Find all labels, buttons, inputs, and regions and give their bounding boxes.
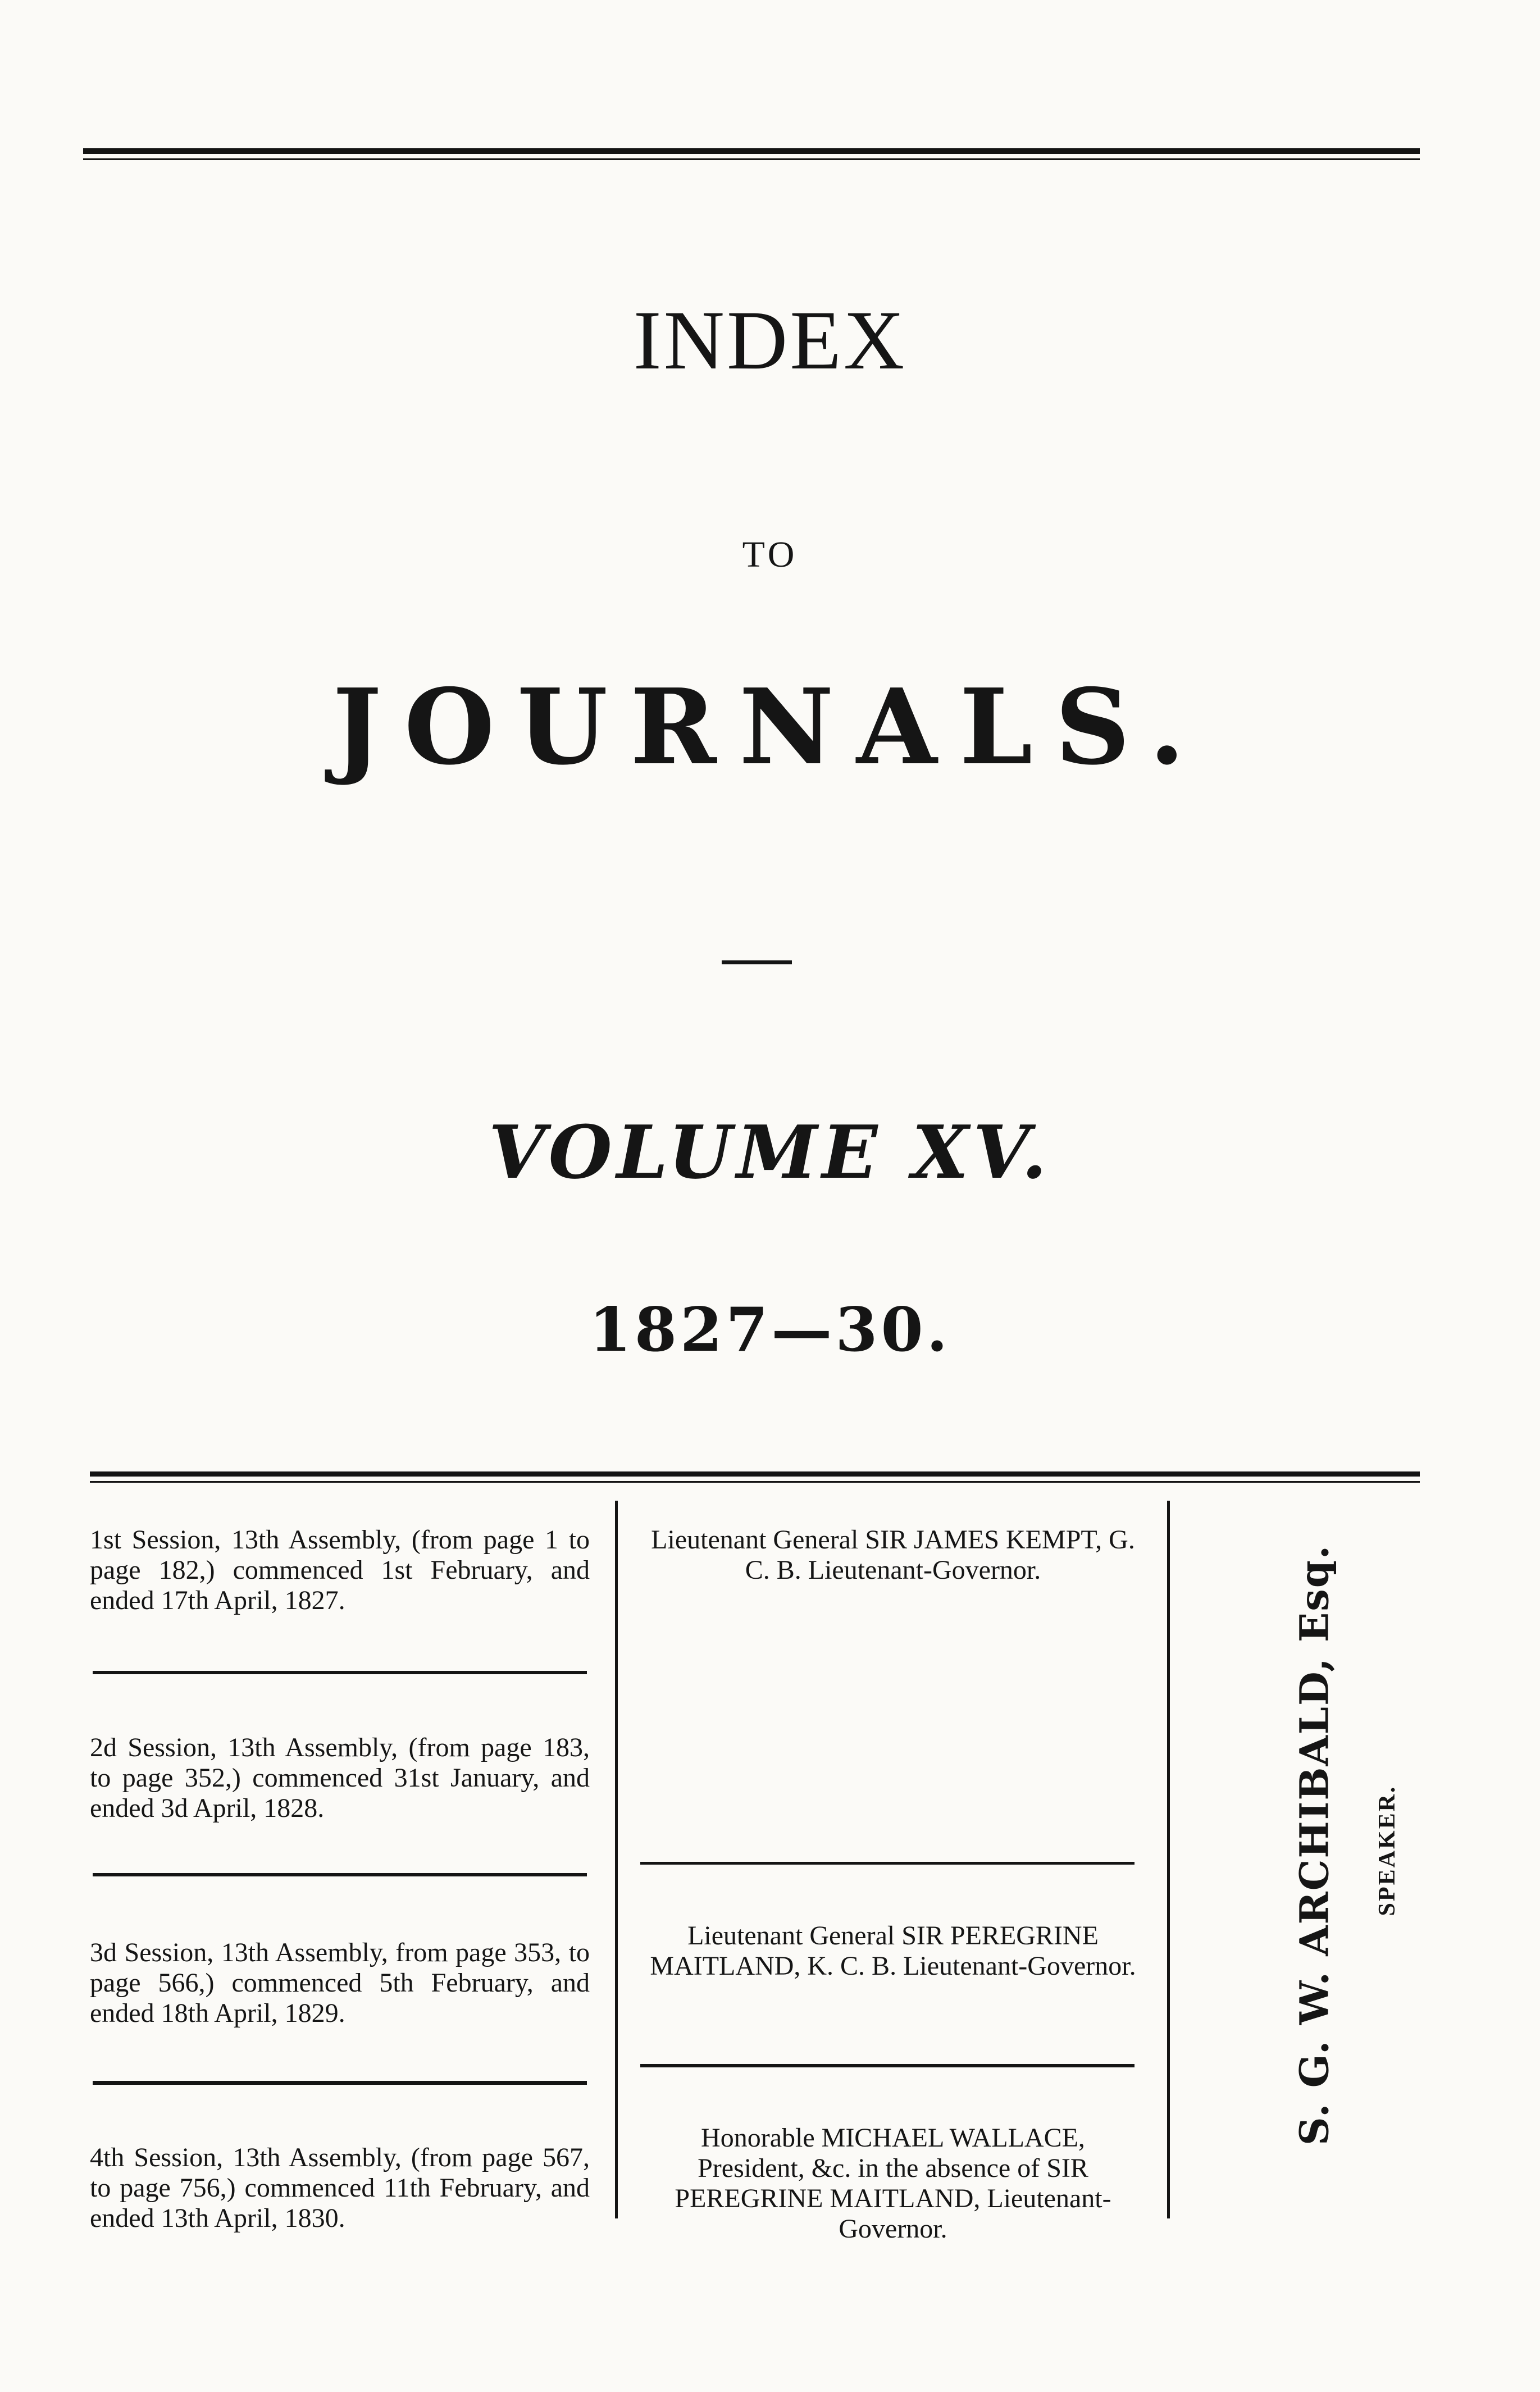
session-divider <box>93 2081 587 2085</box>
session-2-text: 2d Session, 13th Assembly, (from page 183, to page 352,) commenced 31st January, and ended 3d April, 1828. <box>90 1733 590 1823</box>
session-4 <box>90 2143 590 2234</box>
governor-1 <box>646 1525 1140 1585</box>
speaker-name: S. G. W. ARCHIBALD, Esq. <box>1291 1544 1338 2146</box>
to-heading: TO <box>742 534 798 575</box>
session-divider <box>93 1671 587 1674</box>
top-rule-thin <box>83 158 1420 160</box>
session-4-text: 4th Session, 13th Assembly, (from page 567, to page 756,) commenced 11th February, and ended 13th April, 1830. <box>90 2143 590 2233</box>
journals-heading: JOURNALS. <box>332 666 1208 788</box>
middle-rule <box>90 1471 1420 1477</box>
governor-2 <box>646 1921 1140 1981</box>
column-divider-left <box>615 1501 618 2218</box>
top-rule <box>83 148 1420 154</box>
session-3 <box>90 1938 590 2029</box>
governor-3-text: Honorable MICHAEL WALLACE, President, &c. in the absence of SIR PEREGRINE MAITLAND, Lieutenant-Governor. <box>675 2123 1111 2244</box>
years-heading: 1827—30. <box>589 1295 951 1365</box>
session-1-text: 1st Session, 13th Assembly, (from page 1 to page 182,) commenced 1st February, and ended 17th April, 1827. <box>90 1525 590 1615</box>
governor-2-text: Lieutenant General SIR PEREGRINE MAITLAND, K. C. B. Lieutenant-Governor. <box>650 1921 1136 1981</box>
governor-divider <box>640 1862 1135 1865</box>
volume-heading: VOLUME XV. <box>489 1109 1051 1195</box>
middle-rule-thin <box>90 1481 1420 1483</box>
short-divider <box>722 960 792 964</box>
speaker-title: SPEAKER. <box>1374 1785 1400 1916</box>
index-heading: INDEX <box>633 294 907 387</box>
session-divider <box>93 1873 587 1876</box>
session-2 <box>90 1733 590 1824</box>
column-divider-right <box>1167 1501 1170 2218</box>
session-1 <box>90 1525 590 1616</box>
session-3-text: 3d Session, 13th Assembly, from page 353, to page 566,) commenced 5th February, and ended 18th April, 1829. <box>90 1938 590 2028</box>
governor-1-text: Lieutenant General SIR JAMES KEMPT, G. C. B. Lieutenant-Governor. <box>651 1525 1135 1585</box>
governor-3 <box>646 2123 1140 2244</box>
speaker-column <box>1179 1494 1511 2196</box>
governor-divider <box>640 2064 1135 2067</box>
